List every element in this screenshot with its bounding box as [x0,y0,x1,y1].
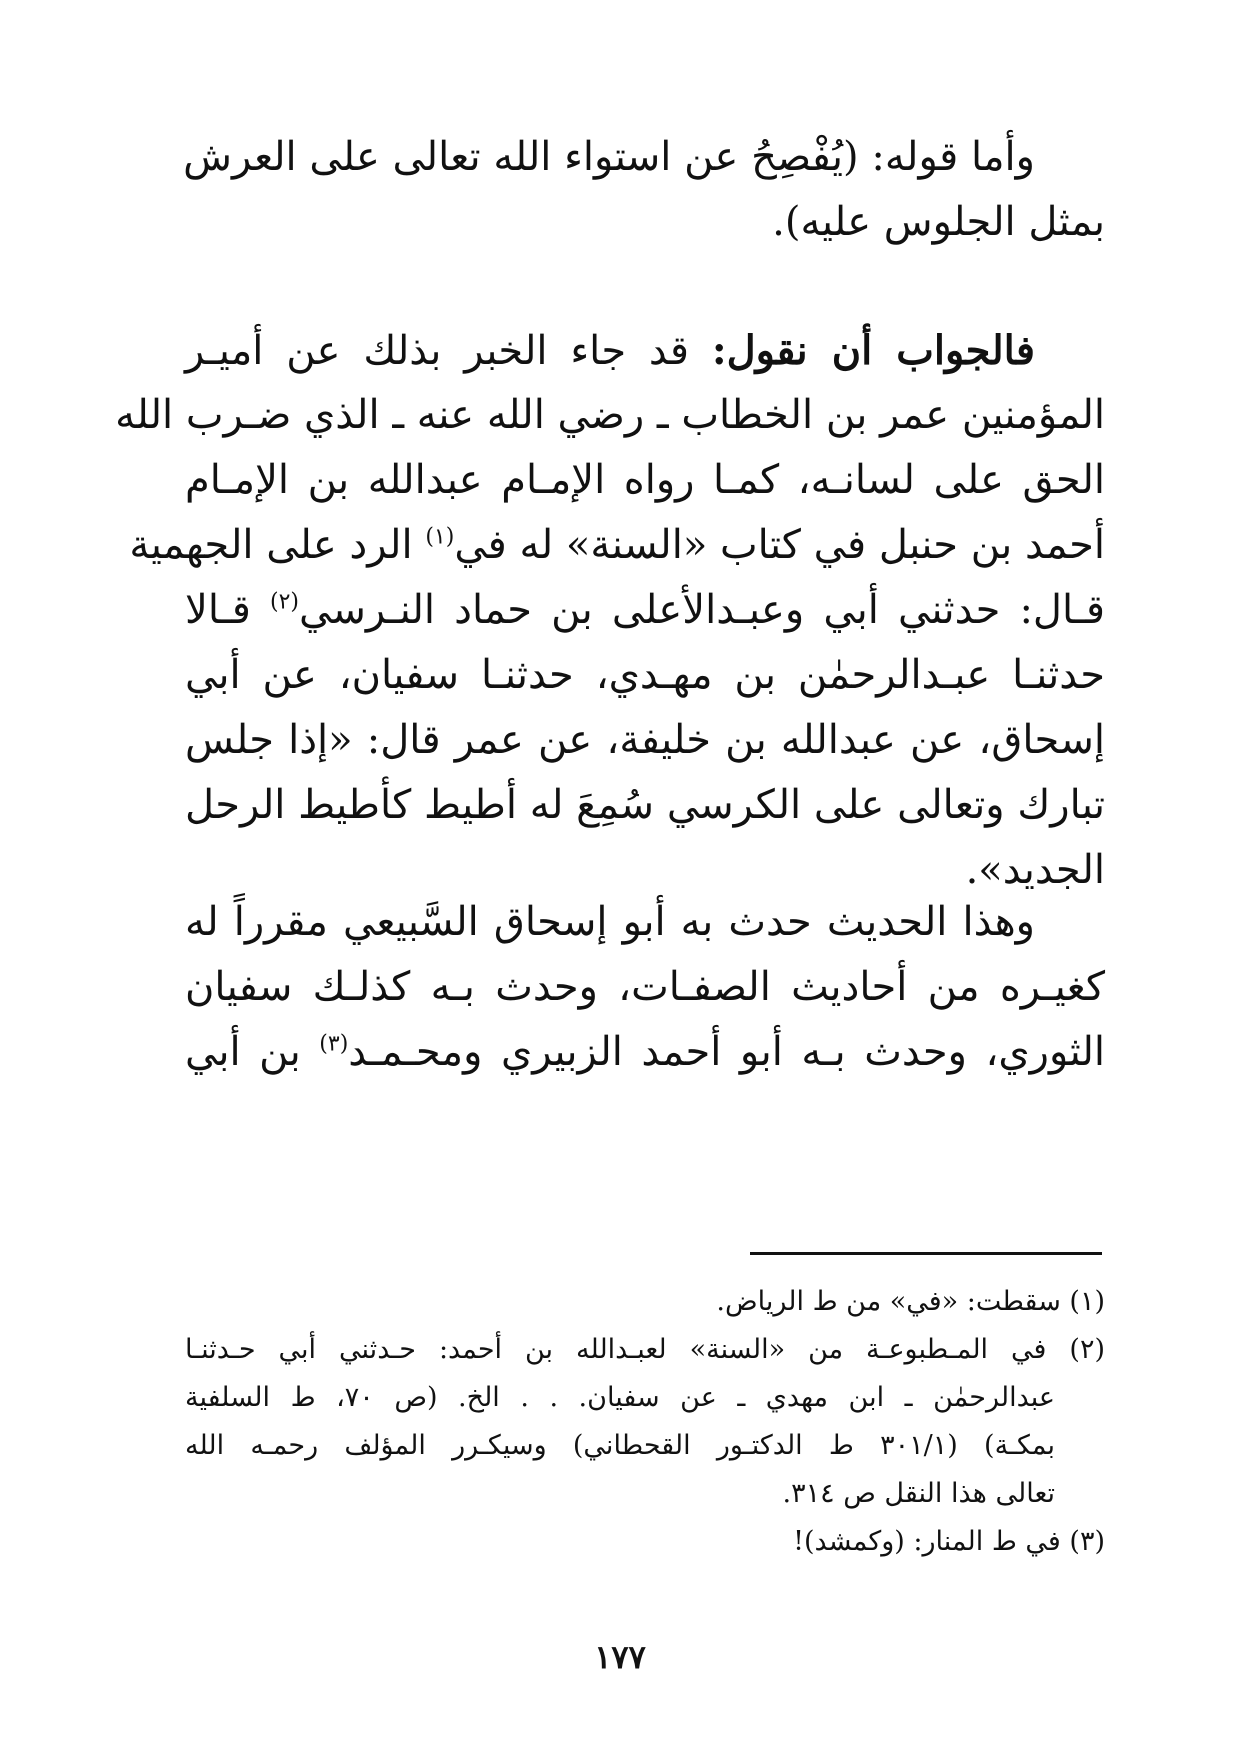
paragraph-1-line-2: بمثل الجلوس عليه). [772,199,1105,245]
footnote-ref-2[interactable]: (٢) [269,589,299,615]
paragraph-2-line-5 [185,578,1105,643]
paragraph-1 [185,125,1105,255]
footnote-2-line-1: (٢) في المـطبوعـة من «السنة» لعبـدالله بن أحمد: حـدثني أبي حـدثنـا [185,1334,1105,1365]
paragraph-3-line-1: وهذا الحديث حدث به أبو إسحاق السَّبيعي مقرراً له [185,899,1035,945]
paragraph-3 [185,890,1105,1085]
paragraph-2-line-9: الجديد». [965,847,1105,893]
footnote-2-line-2: عبدالرحمٰن ـ ابن مهدي ـ عن سفيان. . . الخ. (ص ٧٠، ط السلفية [185,1382,1055,1413]
footnote-2-line-3: بمكـة) (٣٠١/١ ط الدكتـور القحطاني) وسيكـرر المؤلف رحمـه الله [185,1430,1056,1461]
paragraph-1-line-1: وأما قوله: (يُفْصِحُ عن استواء الله تعالى على العرش [183,134,1035,180]
paragraph-2 [115,318,1106,903]
paragraph-2-line-4 [129,513,1105,578]
line-4-part-a: أحمد بن حنبل في كتاب «السنة» له في [454,522,1105,568]
line-3-part-a: الثوري، وحدث بـه أبو أحمد الزبيري ومحـمـد [348,1029,1106,1075]
footnote-2-line-4: تعالى هذا النقل ص ٣١٤. [782,1478,1055,1509]
footnote-1: (١) سقطت: «في» من ط الرياض. [716,1286,1105,1317]
answer-lead-rest: قد جاء الخبر بذلك عن أميـر [185,328,712,374]
footnotes [185,1278,1105,1566]
answer-lead-phrase: فالجواب أن نقول: [711,327,1035,374]
paragraph-2-line-6: حدثنـا عبـدالرحمٰن بن مهـدي، حدثنـا سفيان، عن أبي [185,652,1105,698]
footnote-3: (٣) في ط المنار: (وكمشد)! [793,1526,1105,1557]
paragraph-3-line-3 [185,1020,1105,1085]
paragraph-2-line-2: المؤمنين عمر بن الخطاب ـ رضي الله عنه ـ الذي ضـرب الله [115,392,1105,438]
footnote-separator [750,1252,1102,1255]
footnote-ref-3[interactable]: (٣) [319,1031,349,1057]
line-4-part-b: الرد على الجهمية [129,522,413,568]
footnote-ref-1[interactable]: (١) [425,524,455,550]
paragraph-2-line-8: تبارك وتعالى على الكرسي سُمِعَ له أطيط كأطيط الرحل [185,782,1105,828]
page-number: ١٧٧ [594,1638,646,1676]
paragraph-2-line-7: إسحاق، عن عبدالله بن خليفة، عن عمر قال: «إذا جلس [185,717,1105,763]
paragraph-3-line-2: كغيـره من أحاديث الصفـات، وحدث بـه كذلـك سفيان [185,964,1105,1010]
paragraph-2-line-3: الحق على لسانـه، كمـا رواه الإمـام عبدالله بن الإمـام [185,457,1105,503]
line-3-part-b: بن أبي [185,1029,301,1075]
paragraph-2-line-1 [185,318,1105,383]
line-5-part-b: قـالا [185,587,251,633]
line-5-part-a: قـال: حدثني أبي وعبـدالأعلى بن حماد النـرسي [299,587,1106,633]
